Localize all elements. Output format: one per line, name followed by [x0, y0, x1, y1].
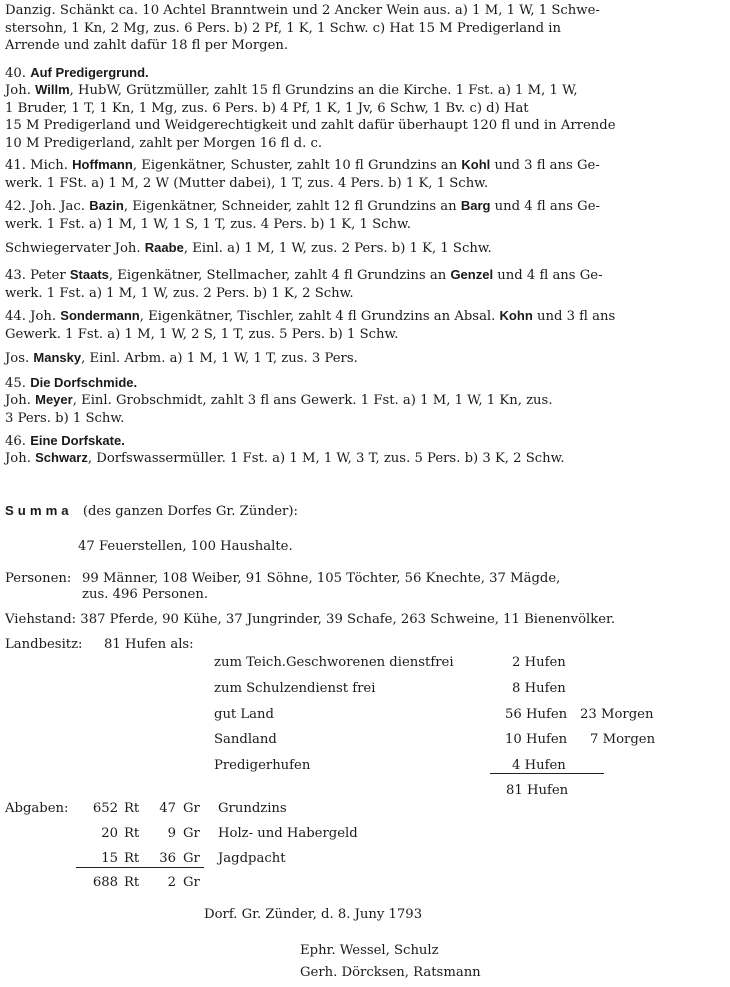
entry-42-paragraph — [5, 197, 723, 233]
abgaben-item-name: Grundzins — [218, 801, 287, 816]
entry-title: Auf Predigergrund. — [30, 65, 149, 80]
abgaben-gr-value: 9 — [167, 826, 176, 841]
land-sum: 81 Hufen — [506, 783, 569, 798]
summa-line: 47 Feuerstellen, 100 Haushalte. — [78, 539, 293, 554]
text: Joh. — [5, 451, 36, 466]
text: , Einl. a) 1 M, 1 W, zus. 2 Pers. b) 1 K, 1 Schw. — [183, 241, 492, 256]
entry-title: Die Dorfschmide. — [30, 375, 138, 390]
text: und 3 fl ans — [532, 309, 616, 324]
entry-45-heading — [5, 374, 723, 393]
summa-subtitle: (des ganzen Dorfes Gr. Zünder): — [82, 504, 298, 519]
text: 3 Pers. b) 1 Schw. — [5, 410, 125, 426]
abgaben-rt-unit: Rt — [124, 826, 140, 841]
land-row-morgen: 7 Morgen — [590, 732, 656, 747]
abgaben-item-name: Jagdpacht — [218, 851, 286, 866]
entry-number: 46. — [5, 434, 26, 449]
text: Gewerk. 1 Fst. a) 1 M, 1 W, 2 S, 1 T, zus. 5 Pers. b) 1 Schw. — [5, 326, 399, 342]
summa-heading — [5, 502, 298, 520]
abgaben-label: Abgaben: — [5, 801, 69, 816]
text: und 4 fl ans Ge- — [490, 199, 600, 214]
text: Jos. — [5, 351, 34, 366]
land-row-name: zum Teich.Geschworenen dienstfrei — [214, 655, 454, 670]
entry-41-paragraph — [5, 156, 723, 192]
text: , Einl. Grobschmidt, zahlt 3 fl ans Gewerk. 1 Fst. a) 1 M, 1 W, 1 Kn, zus. — [72, 393, 553, 408]
text: 1 Bruder, 1 T, 1 Kn, 1 Mg, zus. 6 Pers. b) 4 Pf, 1 K, 1 Jv, 6 Schw, 1 Bv. c) d) Hat — [5, 100, 529, 116]
entry-43-paragraph — [5, 266, 723, 302]
entry-46-heading — [5, 432, 723, 451]
person-name: Meyer — [35, 392, 73, 407]
text: 15 M Predigerland und Weidgerechtigkeit und zahlt dafür überhaupt 120 fl und in Arrende — [5, 118, 616, 133]
place-date: Dorf. Gr. Zünder, d. 8. Juny 1793 — [204, 907, 423, 922]
land-row-hufen: 10 Hufen — [505, 732, 568, 747]
entry-44-paragraph — [5, 307, 723, 343]
entry-title: Eine Dorfskate. — [30, 433, 125, 448]
abgaben-gr-value: 47 — [159, 801, 176, 816]
intro-paragraph — [5, 2, 723, 55]
signature-1: Ephr. Wessel, Schulz — [300, 943, 439, 958]
abgaben-sum-gr: 2 — [167, 875, 176, 890]
abgaben-item-name: Holz- und Habergeld — [218, 826, 358, 841]
person-name: Bazin — [89, 198, 124, 213]
entry-number: 45. — [5, 376, 26, 391]
person-name: Staats — [69, 267, 109, 282]
abgaben-gr-unit: Gr — [183, 801, 200, 816]
person-name: Sondermann — [60, 308, 140, 323]
text: 44. Joh. — [5, 309, 61, 324]
abgaben-sum-rule — [76, 867, 204, 868]
text: , Eigenkätner, Stellmacher, zahlt 4 fl Grundzins an — [108, 268, 451, 283]
text: 42. Joh. Jac. — [5, 199, 90, 214]
person-name: Hoffmann — [72, 157, 133, 172]
person-name: Kohl — [461, 157, 491, 172]
text: und 4 fl ans Ge- — [493, 268, 603, 283]
text: , Einl. Arbm. a) 1 M, 1 W, 1 T, zus. 3 Pers. — [81, 351, 358, 366]
entry-42b-line — [5, 239, 723, 258]
signature-2: Gerh. Dörcksen, Ratsmann — [300, 965, 481, 980]
abgaben-gr-value: 36 — [159, 851, 176, 866]
land-row-name: Predigerhufen — [214, 758, 311, 773]
land-row-name: gut Land — [214, 707, 274, 722]
land-sum-rule — [490, 773, 604, 774]
personen-line-2: zus. 496 Personen. — [82, 587, 209, 602]
abgaben-rt-value: 20 — [101, 826, 118, 841]
abgaben-rt-unit: Rt — [124, 851, 140, 866]
entry-45-paragraph — [5, 391, 723, 427]
personen-label: Personen: — [5, 571, 72, 586]
text: , Eigenkätner, Schuster, zahlt 10 fl Grundzins an — [132, 158, 462, 173]
text: , Dorfswassermüller. 1 Fst. a) 1 M, 1 W, 3 T, zus. 5 Pers. b) 3 K, 2 Schw. — [87, 451, 565, 466]
text: , Eigenkätner, Tischler, zahlt 4 fl Grundzins an Absal. — [139, 309, 500, 324]
person-name: Barg — [460, 198, 491, 213]
land-row-hufen: 2 Hufen — [512, 655, 566, 670]
text: werk. 1 Fst. a) 1 M, 1 W, zus. 2 Pers. b) 1 K, 2 Schw. — [5, 285, 354, 301]
abgaben-rt-unit: Rt — [124, 801, 140, 816]
abgaben-rt-value: 652 — [92, 801, 118, 816]
entry-40-paragraph — [5, 81, 723, 152]
person-name: Raabe — [144, 240, 184, 255]
personen-line-1: 99 Männer, 108 Weiber, 91 Söhne, 105 Töchter, 56 Knechte, 37 Mägde, — [82, 571, 561, 586]
text: , Eigenkätner, Schneider, zahlt 12 fl Grundzins an — [123, 199, 461, 214]
intro-line-2: stersohn, 1 Kn, 2 Mg, zus. 6 Pers. b) 2 Pf, 1 K, 1 Schw. c) Hat 15 M Predigerland in — [5, 20, 561, 36]
abgaben-sum-rt-unit: Rt — [124, 875, 140, 890]
text: und 3 fl ans Ge- — [490, 158, 600, 173]
abgaben-sum-gr-unit: Gr — [183, 875, 200, 890]
viehstand-line: Viehstand: 387 Pferde, 90 Kühe, 37 Jungrinder, 39 Schafe, 263 Schweine, 11 Bienenvölker. — [5, 612, 616, 627]
summa-word: Summa — [5, 503, 73, 518]
intro-line-3: Arrende und zahlt dafür 18 fl per Morgen. — [5, 38, 289, 53]
entry-44b-line — [5, 349, 723, 368]
entry-number: 40. — [5, 66, 26, 81]
text: 10 M Predigerland, zahlt per Morgen 16 fl d. c. — [5, 135, 323, 151]
text: , HubW, Grützmüller, zahlt 15 fl Grundzins an die Kirche. 1 Fst. a) 1 M, 1 W, — [69, 83, 578, 98]
text: Joh. — [5, 83, 36, 98]
entry-40-heading — [5, 64, 723, 83]
entry-46-paragraph — [5, 449, 723, 468]
text: Schwiegervater Joh. — [5, 241, 145, 256]
land-row-hufen: 4 Hufen — [512, 758, 566, 773]
person-name: Willm — [35, 82, 70, 97]
text: 43. Peter — [5, 268, 70, 283]
land-row-morgen: 23 Morgen — [580, 707, 654, 722]
person-name: Kohn — [499, 308, 533, 323]
land-row-hufen: 56 Hufen — [505, 707, 568, 722]
land-row-name: Sandland — [214, 732, 277, 747]
landbesitz-label: Landbesitz: — [5, 637, 83, 652]
land-row-name: zum Schulzendienst frei — [214, 681, 376, 696]
person-name: Schwarz — [35, 450, 88, 465]
person-name: Genzel — [450, 267, 494, 282]
abgaben-gr-unit: Gr — [183, 851, 200, 866]
person-name: Mansky — [33, 350, 82, 365]
text: werk. 1 Fst. a) 1 M, 1 W, 1 S, 1 T, zus. 4 Pers. b) 1 K, 1 Schw. — [5, 216, 411, 232]
land-row-hufen: 8 Hufen — [512, 681, 566, 696]
landbesitz-total: 81 Hufen als: — [104, 637, 194, 652]
abgaben-sum-rt: 688 — [92, 875, 118, 890]
text: 41. Mich. — [5, 158, 73, 173]
text: Joh. — [5, 393, 36, 408]
text: werk. 1 FSt. a) 1 M, 2 W (Mutter dabei), 1 T, zus. 4 Pers. b) 1 K, 1 Schw. — [5, 175, 489, 191]
abgaben-rt-value: 15 — [101, 851, 118, 866]
intro-line-1: Danzig. Schänkt ca. 10 Achtel Branntwein und 2 Ancker Wein aus. a) 1 M, 1 W, 1 Schwe- — [5, 3, 600, 18]
abgaben-gr-unit: Gr — [183, 826, 200, 841]
